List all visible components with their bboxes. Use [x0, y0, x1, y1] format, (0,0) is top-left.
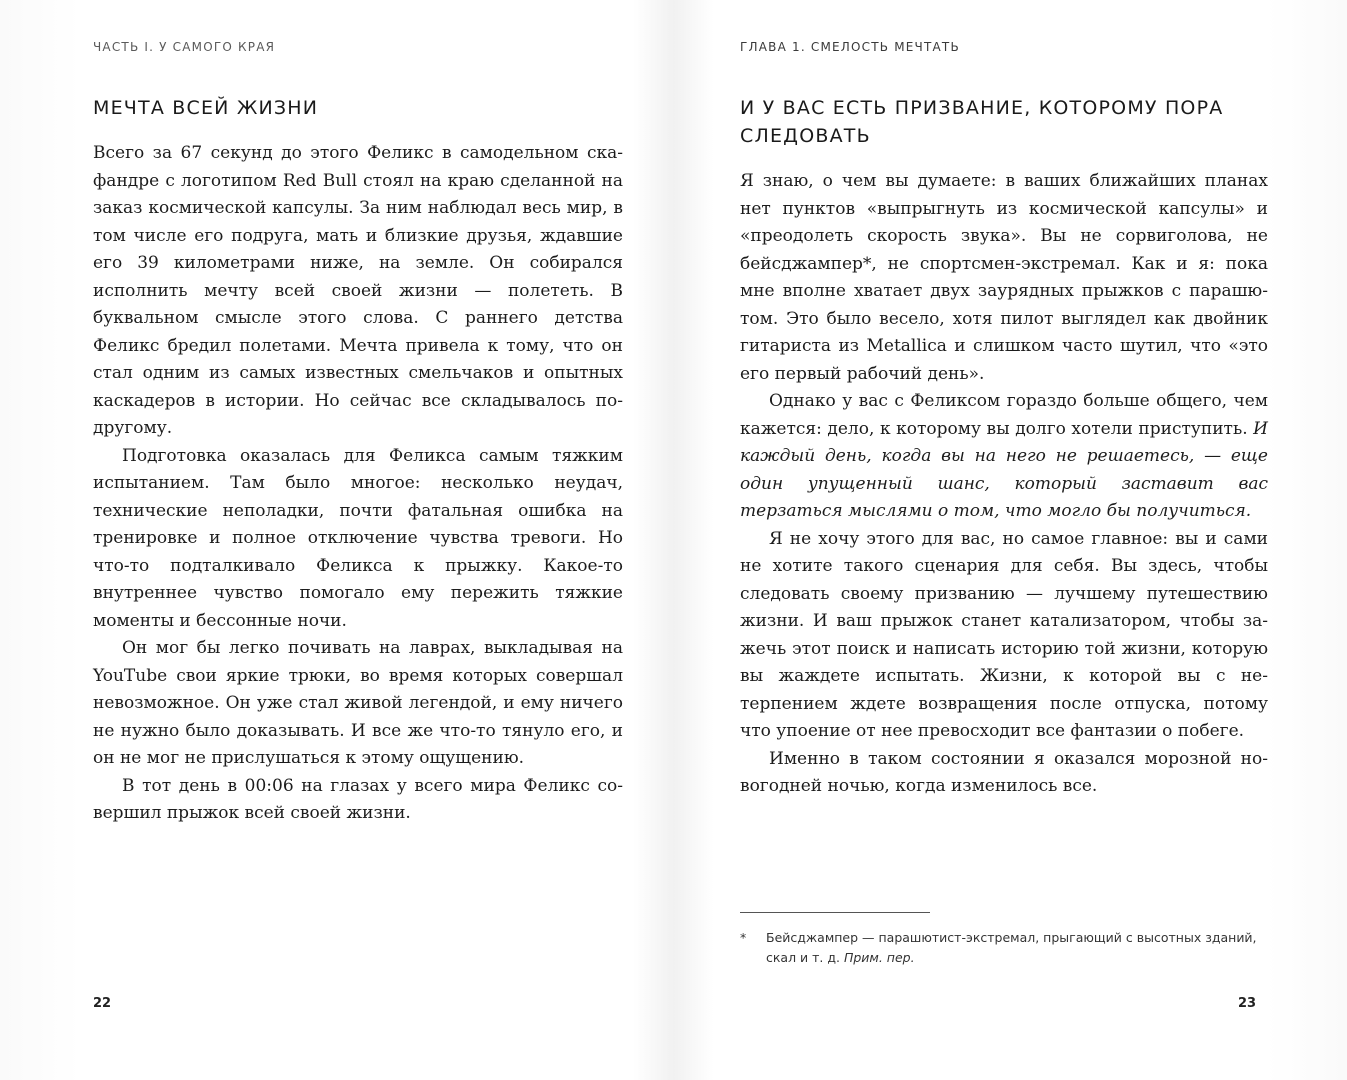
- paragraph-italic-run: И каждый день, когда вы на него не решаетесь, — еще один упущенный шанс, который заставит вас терзаться мыслями о том, что могло бы получиться.: [740, 418, 1268, 521]
- page-number-right: 23: [1238, 996, 1257, 1011]
- paragraph-plain-run: Однако у вас с Феликсом гораздо больше общего, чем кажется: дело, к которому вы долго хотели приступить.: [740, 391, 1268, 439]
- paragraph: [740, 388, 1268, 526]
- paragraph: Я не хочу этого для вас, но самое главное: вы и сами не хотите такого сценария для себя. Вы здесь, чтобы следовать своему призванию — лучшему путешествию жизни. И ваш прыжок станет катализатором, чтобы зажечь этот поиск и написать историю той жизни, которую вы жаждете испытать. Жизни, к которой вы с нетерпением ждете возвращения после отпуска, потому что упоение от нее превосходит все фантазии о побеге.: [740, 528, 1268, 741]
- paragraph: Всего за 67 секунд до этого Феликс в самодельном скафандре с логотипом Red Bull стоял на краю сделанной на заказ космической капсулы. За ним наблюдал весь мир, в том числе его подруга, мать и близкие друзья, ждавшие его 39 километрами ниже, на земле. Он собирался исполнить мечту всей своей жизни — полететь. В буквальном смысле этого слова. С раннего детства Феликс бредил полетами. Мечта привела к тому, что он стал одним из самых известных смельчаков и опытных каскадеров в истории. Но сейчас все складывалось по-другому.: [93, 143, 623, 438]
- paragraph: Я знаю, о чем вы думаете: в ваших ближайших планах нет пунктов «выпрыгнуть из космической капсулы» и «преодолеть скорость звука». Вы не сорвиголова, не бейсджампер*, не спортсмен-экстремал. Как и я: пока мне вполне хватает двух заурядных прыжков с парашютом. Это было весело, хотя пилот выглядел как двойник гитариста из Metallica и слишком часто шутил, что «это его первый рабочий день».: [740, 171, 1268, 384]
- footnote-divider: [740, 912, 930, 913]
- footnote-text: [766, 928, 1270, 968]
- footnote-italic-run: Прим. пер.: [843, 950, 915, 965]
- paragraph: Он мог бы легко почивать на лаврах, выкладывая на YouTube свои яркие трюки, во время которых совершал невозможное. Он уже стал живой легендой, и ему ничего не нужно было доказывать. И все же что-то тянуло его, и он не мог не прислушаться к этому ощущению.: [93, 638, 623, 768]
- section-heading-right: И У ВАС ЕСТЬ ПРИЗВАНИЕ, КОТОРОМУ ПОРА СЛЕДОВАТЬ: [740, 97, 1224, 147]
- running-header-left: ЧАСТЬ I. У САМОГО КРАЯ: [93, 40, 276, 54]
- running-header-right: ГЛАВА 1. СМЕЛОСТЬ МЕЧТАТЬ: [740, 40, 960, 54]
- page-number-left: 22: [93, 996, 112, 1011]
- paragraph: Подготовка оказалась для Феликса самым тяжким испытанием. Там было многое: несколько неудач, технические неполадки, почти фатальная ошибка на тренировке и полное отключение чувства тревоги. Но что-то подталкивало Феликса к прыжку. Какое-то внутреннее чувство помогало ему пережить тяжкие моменты и бессонные ночи.: [93, 445, 623, 631]
- paragraph: В тот день в 00:06 на глазах у всего мира Феликс совершил прыжок всей своей жизни.: [93, 775, 623, 823]
- right-page: [674, 0, 1347, 1080]
- footnote-plain-run: Бейсджампер — парашютист-экстремал, прыгающий с высотных зданий, скал и т. д.: [766, 930, 1257, 965]
- footnote-marker: *: [740, 930, 747, 945]
- section-heading-left: МЕЧТА ВСЕЙ ЖИЗНИ: [93, 97, 319, 119]
- paragraph: Именно в таком состоянии я оказался морозной новогодней ночью, когда изменилось все.: [740, 748, 1268, 796]
- body-text-right: [740, 168, 1268, 801]
- body-text-left: [93, 140, 623, 828]
- footnote: [740, 928, 1270, 968]
